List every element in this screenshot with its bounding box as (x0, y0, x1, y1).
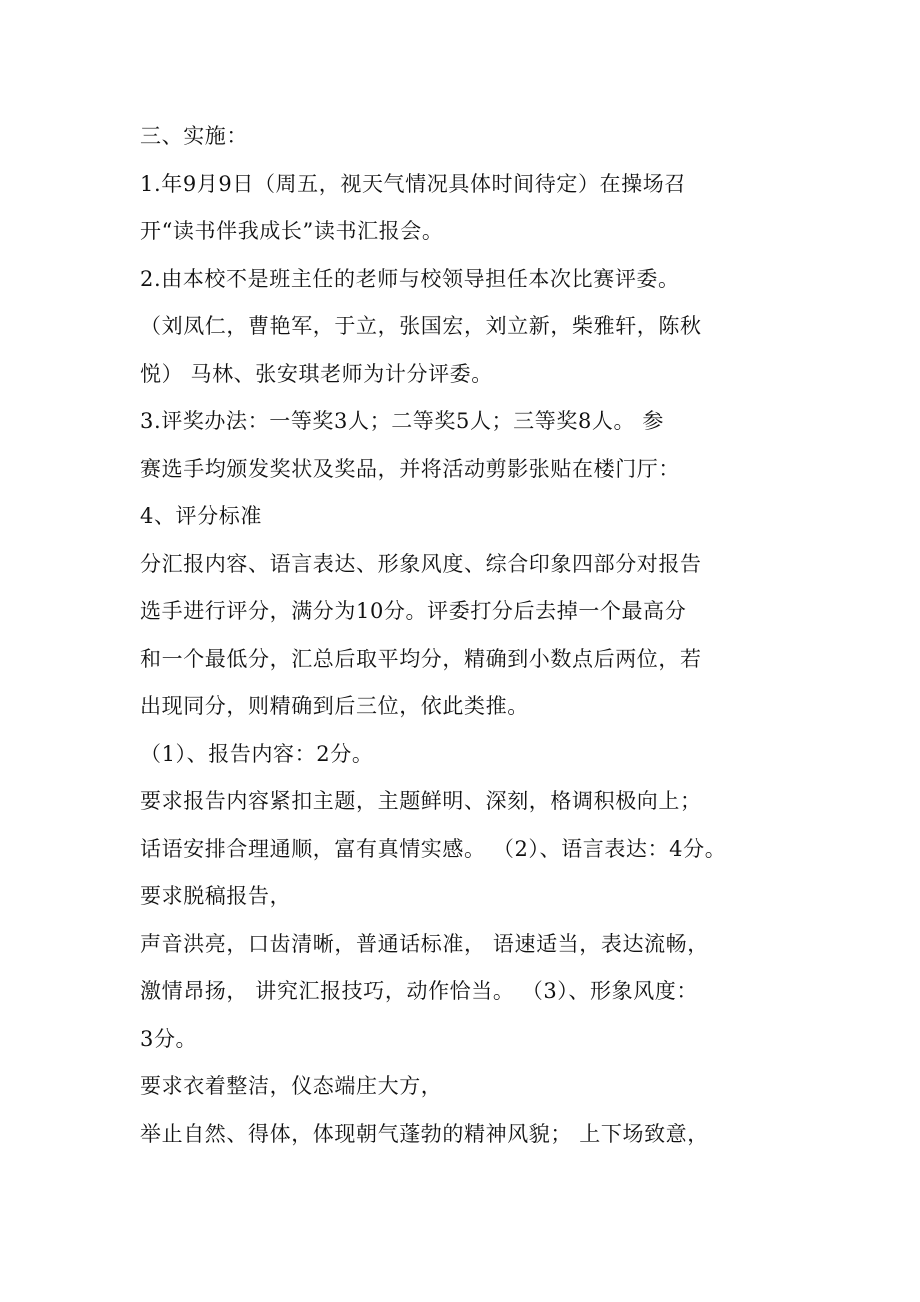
text-line: 开“读书伴我成长”读书汇报会。 (140, 219, 444, 243)
text-line: 激情昂扬， 讲究汇报技巧，动作恰当。 （3）、形象风度： (140, 979, 699, 1003)
text-line: 赛选手均颁发奖状及奖品，并将活动剪影张贴在楼门厅： (140, 456, 680, 481)
text-line: 要求报告内容紧扣主题，主题鲜明、深刻，格调积极向上； (140, 789, 702, 813)
text-line: （刘凤仁，曹艳军，于立，张国宏，刘立新，柴雅轩，陈秋 (140, 314, 702, 338)
text-line: 2.由本校不是班主任的老师与校领导担任本次比赛评委。 (140, 266, 680, 291)
text-line: 悦） 马林、张安琪老师为计分评委。 (140, 361, 493, 386)
text-line: 话语安排合理通顺，富有真情实感。 （2）、语言表达：4分。 (140, 836, 727, 861)
text-line: 3.评奖办法：一等奖3人；二等奖5人；三等奖8人。 参 (140, 409, 664, 433)
text-line: 出现同分，则精确到后三位，依此类推。 (140, 694, 529, 718)
section-heading-implementation: 三、实施： (140, 124, 248, 148)
section-heading-scoring: 4、评分标准 (140, 504, 262, 528)
text-line: 选手进行评分，满分为10分。评委打分后去掉一个最高分 (140, 599, 687, 623)
text-line: 举止自然、得体，体现朝气蓬勃的精神风貌； 上下场致意， (140, 1121, 709, 1146)
text-line: 和一个最低分，汇总后取平均分，精确到小数点后两位，若 (140, 646, 702, 671)
text-line: 3分。 (140, 1026, 198, 1051)
subheading-report-content: （1）、报告内容：2分。 (140, 741, 374, 766)
text-line: 1.年9月9日（周五，视天气情况具体时间待定）在操场召 (140, 171, 686, 196)
text-line: 要求衣着整洁，仪态端庄大方， (140, 1074, 443, 1098)
document-body (140, 113, 800, 1158)
text-line: 分汇报内容、语言表达、形象风度、综合印象四部分对报告 (140, 551, 702, 576)
text-line: 声音洪亮，口齿清晰，普通话标准， 语速适当，表达流畅， (140, 931, 709, 956)
text-line: 要求脱稿报告， (140, 884, 292, 908)
